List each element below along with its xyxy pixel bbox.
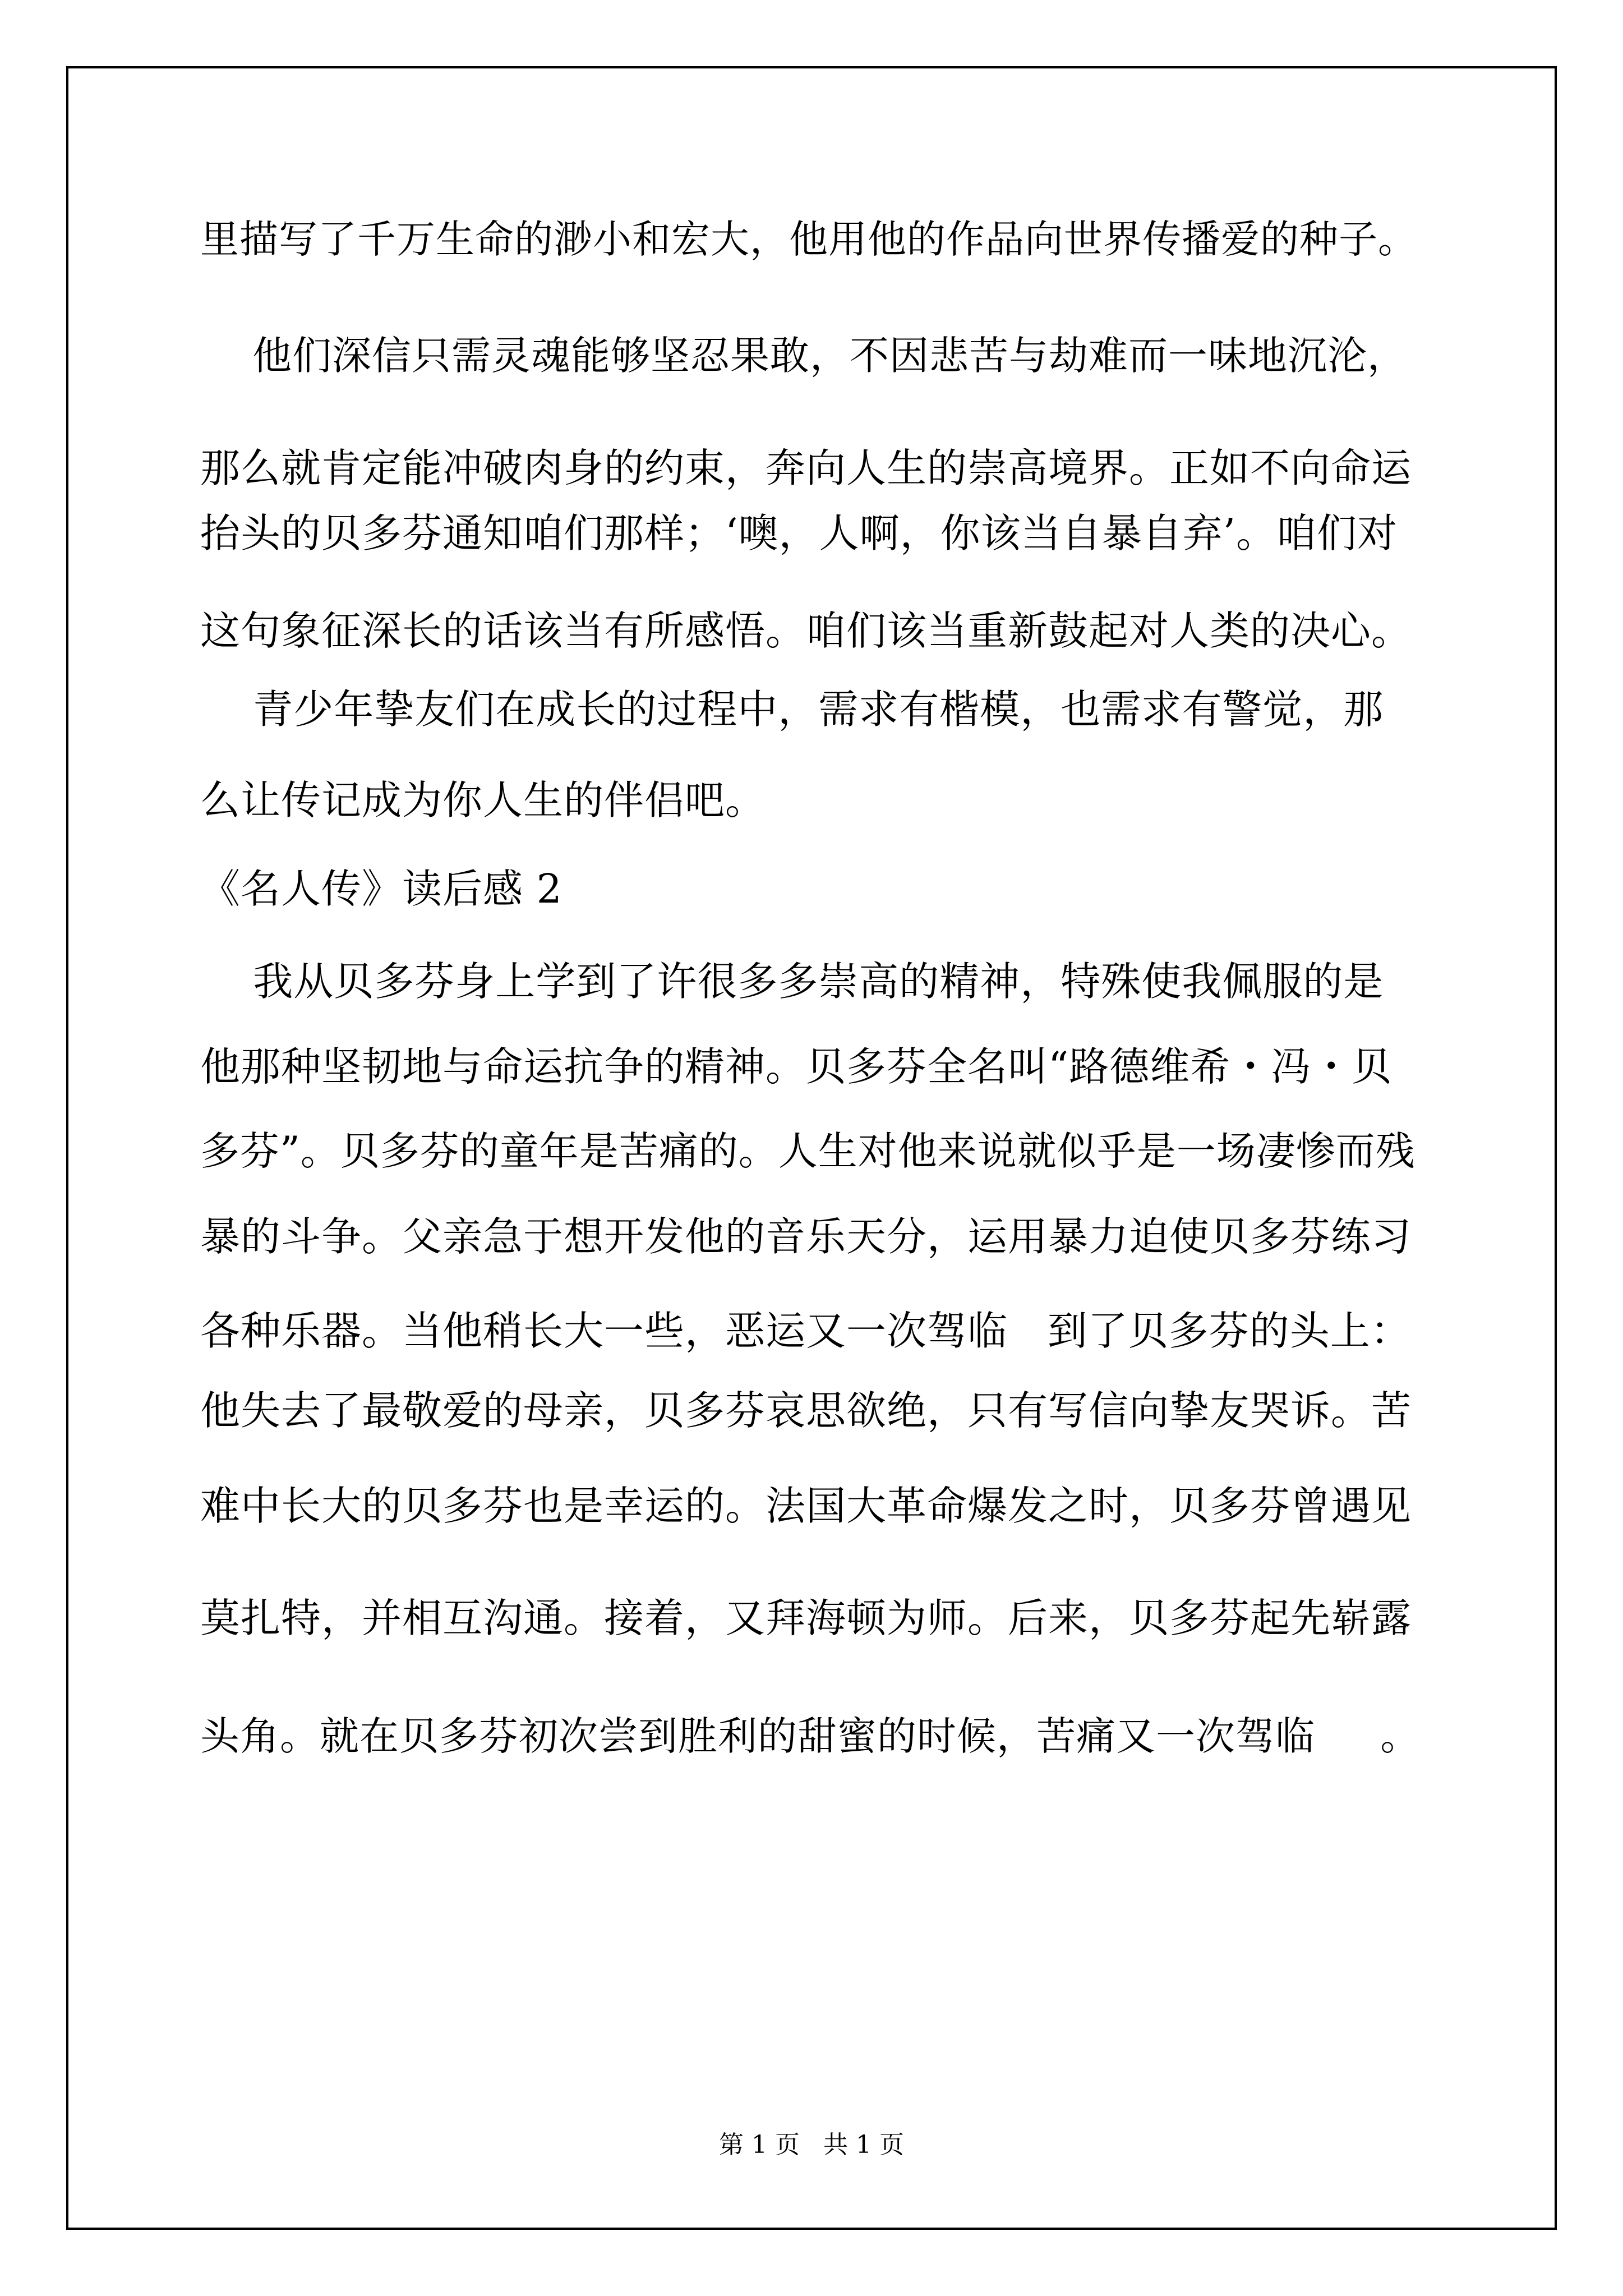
body-line: 各种乐器。当他稍长大一些，恶运又一次驾临 到了贝多芬的头上：	[200, 1308, 1411, 1354]
body-line: 头角。就在贝多芬初次尝到胜利的甜蜜的时候，苦痛又一次驾临 。	[200, 1713, 1421, 1759]
body-line: 莫扎特，并相互沟通。接着，又拜海顿为师。后来，贝多芬起先崭露	[200, 1595, 1412, 1641]
body-line: 这句象征深长的话该当有所感悟。咱们该当重新鼓起对人类的决心。	[200, 608, 1412, 654]
page-footer: 第 1 页 共 1 页	[719, 2131, 904, 2159]
section-heading: 《名人传》读后感 2	[200, 866, 562, 912]
body-line: 我从贝多芬身上学到了许很多多崇高的精神，特殊使我佩服的是	[200, 958, 1384, 1005]
body-line: 难中长大的贝多芬也是幸运的。法国大革命爆发之时，贝多芬曾遇见	[200, 1483, 1412, 1529]
body-line: 那么就肯定能冲破肉身的约束，奔向人生的崇高境界。正如不向命运	[200, 445, 1412, 491]
body-line: 抬头的贝多芬通知咱们那样；‘噢，人啊，你该当自暴自弃’。咱们对	[200, 510, 1398, 556]
body-line: 青少年挚友们在成长的过程中，需求有楷模，也需求有警觉，那	[200, 686, 1384, 733]
body-line: 多芬”。贝多芬的童年是苦痛的。人生对他来说就似乎是一场凄惨而残	[200, 1128, 1415, 1174]
body-line: 他那种坚韧地与命运抗争的精神。贝多芬全名叫“路德维希・冯・贝	[200, 1043, 1393, 1090]
body-line: 他失去了最敬爱的母亲，贝多芬哀思欲绝，只有写信向挚友哭诉。苦	[200, 1387, 1412, 1434]
body-line: 暴的斗争。父亲急于想开发他的音乐天分，运用暴力迫使贝多芬练习	[200, 1213, 1412, 1260]
body-line: 里描写了千万生命的渺小和宏大，他用他的作品向世界传播爱的种子。	[200, 217, 1417, 262]
body-line: 么让传记成为你人生的伴侣吧。	[200, 777, 766, 823]
body-line: 他们深信只需灵魂能够坚忍果敢，不因悲苦与劫难而一味地沉沦，	[200, 333, 1408, 379]
